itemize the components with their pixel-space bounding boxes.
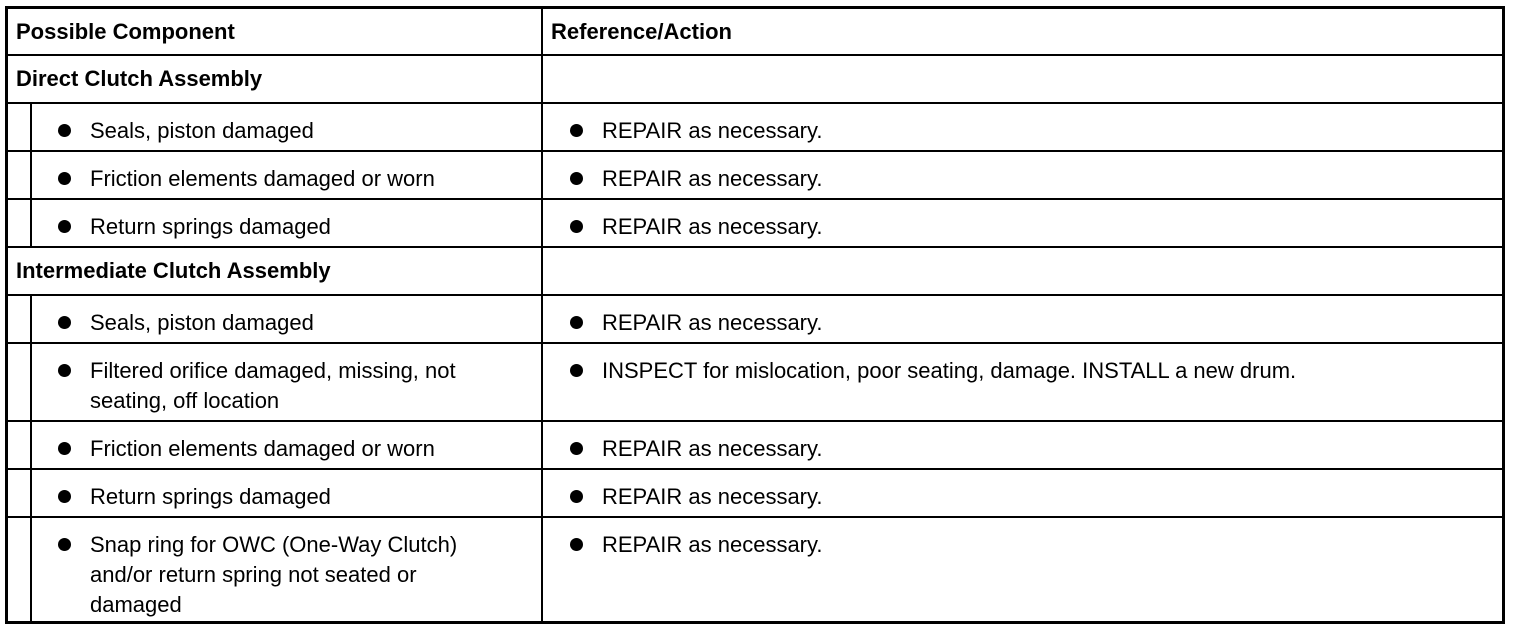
action-cell	[570, 434, 1470, 464]
indent-divider	[30, 104, 32, 150]
component-text: Snap ring for OWC (One-Way Clutch) and/or return spring not seated or damaged	[90, 532, 458, 617]
action-cell	[570, 212, 1470, 242]
component-cell	[58, 308, 528, 338]
table-row	[8, 200, 1502, 248]
component-cell	[58, 212, 528, 242]
column-divider	[541, 296, 543, 342]
header-possible-component: Possible Component	[16, 18, 235, 44]
bullet-icon	[58, 364, 71, 377]
table-row	[8, 518, 1502, 621]
component-cell	[58, 482, 528, 512]
bullet-icon	[570, 172, 583, 185]
action-text: REPAIR as necessary.	[602, 484, 823, 509]
table-header-row	[8, 9, 1502, 56]
table-row	[8, 470, 1502, 518]
indent-divider	[30, 152, 32, 198]
component-cell	[58, 434, 528, 464]
action-text: REPAIR as necessary.	[602, 532, 823, 557]
bullet-icon	[58, 538, 71, 551]
action-cell	[570, 308, 1470, 338]
section-row-direct-clutch	[8, 56, 1502, 104]
action-text: REPAIR as necessary.	[602, 166, 823, 191]
column-divider	[541, 152, 543, 198]
bullet-icon	[570, 538, 583, 551]
indent-divider	[30, 200, 32, 246]
bullet-icon	[570, 124, 583, 137]
action-cell	[570, 164, 1470, 194]
section-title: Intermediate Clutch Assembly	[16, 258, 331, 283]
action-text: REPAIR as necessary.	[602, 214, 823, 239]
component-cell	[58, 164, 528, 194]
bullet-icon	[58, 316, 71, 329]
table-row	[8, 152, 1502, 200]
column-divider	[541, 518, 543, 621]
column-divider	[541, 422, 543, 468]
action-cell	[570, 482, 1470, 512]
component-cell	[58, 530, 498, 620]
table-row	[8, 296, 1502, 344]
bullet-icon	[58, 124, 71, 137]
action-cell	[570, 530, 1470, 560]
table-row	[8, 104, 1502, 152]
bullet-icon	[58, 172, 71, 185]
component-text: Seals, piston damaged	[90, 118, 314, 143]
indent-divider	[30, 422, 32, 468]
action-text: REPAIR as necessary.	[602, 118, 823, 143]
bullet-icon	[570, 442, 583, 455]
action-cell	[570, 356, 1470, 386]
component-text: Return springs damaged	[90, 214, 331, 239]
indent-divider	[30, 344, 32, 420]
indent-divider	[30, 470, 32, 516]
column-divider	[541, 56, 543, 102]
column-divider	[541, 248, 543, 294]
component-cell	[58, 116, 528, 146]
column-divider	[541, 9, 543, 54]
indent-divider	[30, 296, 32, 342]
header-reference-action: Reference/Action	[551, 18, 732, 44]
column-divider	[541, 200, 543, 246]
bullet-icon	[570, 316, 583, 329]
component-text: Friction elements damaged or worn	[90, 166, 435, 191]
bullet-icon	[58, 220, 71, 233]
column-divider	[541, 470, 543, 516]
section-row-intermediate-clutch	[8, 248, 1502, 296]
section-title: Direct Clutch Assembly	[16, 66, 263, 91]
action-text: INSPECT for mislocation, poor seating, damage. INSTALL a new drum.	[602, 358, 1297, 383]
bullet-icon	[570, 490, 583, 503]
component-text: Friction elements damaged or worn	[90, 436, 435, 461]
component-text: Filtered orifice damaged, missing, not seating, off location	[90, 358, 456, 413]
action-text: REPAIR as necessary.	[602, 310, 823, 335]
column-divider	[541, 344, 543, 420]
component-cell	[58, 356, 528, 416]
diagnostic-table	[5, 6, 1505, 624]
bullet-icon	[570, 220, 583, 233]
action-cell	[570, 116, 1470, 146]
indent-divider	[30, 518, 32, 621]
bullet-icon	[58, 442, 71, 455]
action-text: REPAIR as necessary.	[602, 436, 823, 461]
bullet-icon	[570, 364, 583, 377]
bullet-icon	[58, 490, 71, 503]
column-divider	[541, 104, 543, 150]
component-text: Seals, piston damaged	[90, 310, 314, 335]
component-text: Return springs damaged	[90, 484, 331, 509]
table-row	[8, 422, 1502, 470]
table-row	[8, 344, 1502, 422]
